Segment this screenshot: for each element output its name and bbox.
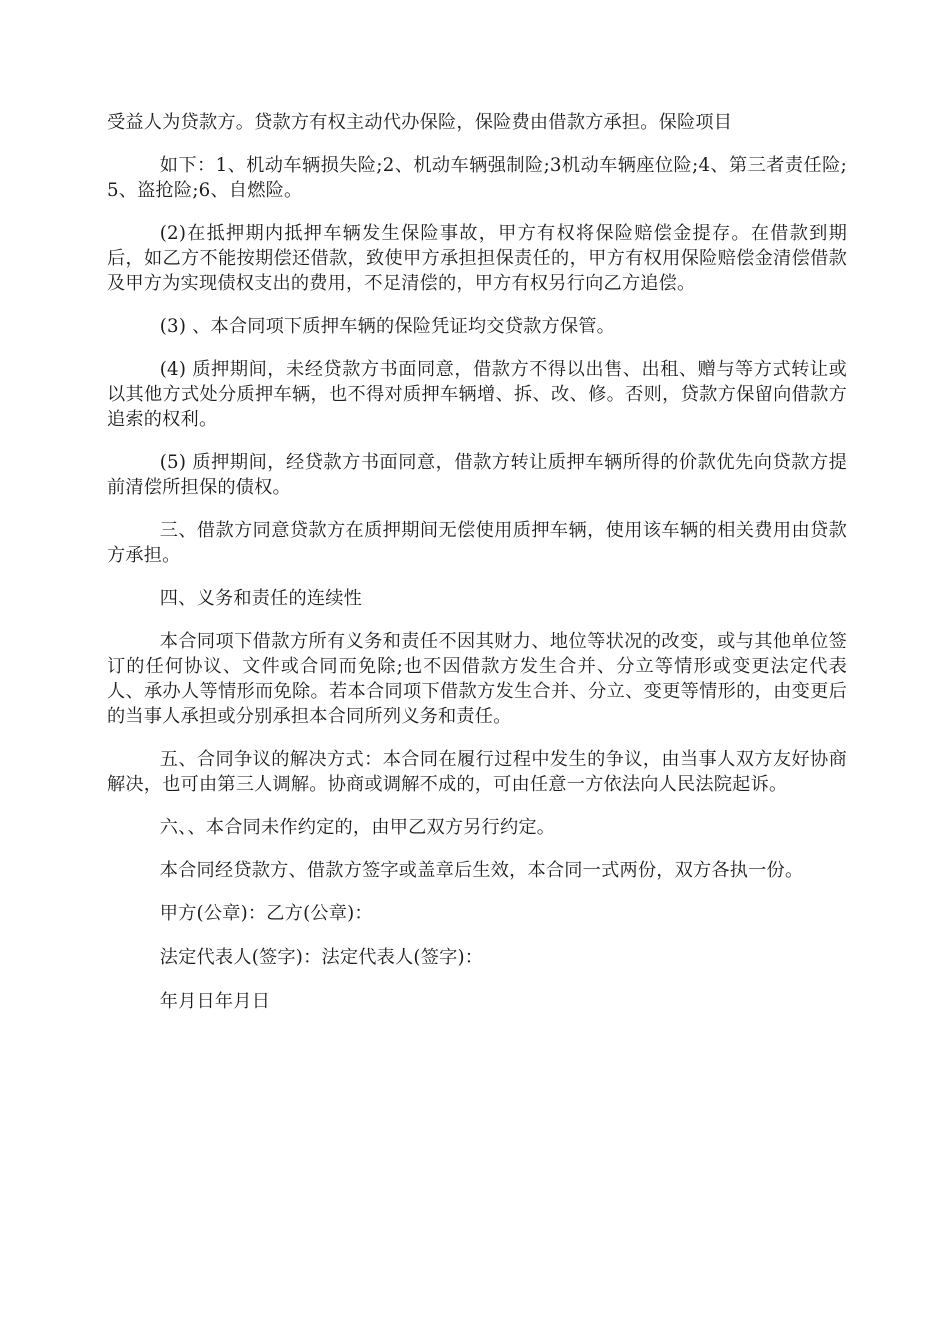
paragraph-effectiveness: 本合同经贷款方、借款方签字或盖章后生效，本合同一式两份，双方各执一份。 [159,860,804,881]
paragraph-insurance-beneficiary: 受益人为贷款方。贷款方有权主动代办保险，保险费由借款方承担。保险项目 [107,112,733,133]
paragraph-clause-3: (3) 、本合同项下质押车辆的保险凭证均交贷款方保管。 [159,316,616,337]
signature-seals: 甲方(公章)：乙方(公章)： [159,903,373,924]
document-body [107,110,847,1033]
paragraph-clause-2: (2)在抵押期内抵押车辆发生保险事故，甲方有权将保险赔偿金提存。在借款到期后，如乙方不能按期偿还借款，致使甲方承担担保责任的，甲方有权用保险赔偿金清偿借款及甲方为实现债权支出的费用，不足清偿的，甲方有权另行向乙方追偿。 [107,223,847,294]
paragraph-section-5: 五、合同争议的解决方式：本合同在履行过程中发生的争议，由当事人双方友好协商解决，也可由第三人调解。协商或调解不成的，可由任意一方依法向人民法院起诉。 [107,749,847,795]
paragraph-clause-5: (5) 质押期间，经贷款方书面同意，借款方转让质押车辆所得的价款优先向贷款方提前清偿所担保的债权。 [107,452,847,498]
paragraph-section-3: 三、借款方同意贷款方在质押期间无偿使用质押车辆，使用该车辆的相关费用由贷款方承担。 [107,520,847,566]
paragraph-continuity: 本合同项下借款方所有义务和责任不因其财力、地位等状况的改变，或与其他单位签订的任何协议、文件或合同而免除;也不因借款方发生合并、分立等情形或变更法定代表人、承办人等情形而免除。若本合同项下借款方发生合并、分立、变更等情形的，由变更后的当事人承担或分别承担本合同所列义务和责任。 [107,631,847,727]
heading-section-4: 四、义务和责任的连续性 [159,588,363,609]
signature-dates: 年月日年月日 [159,991,271,1012]
paragraph-insurance-items: 如下：1、机动车辆损失险;2、机动车辆强制险;3机动车辆座位险;4、第三者责任险;5、盗抢险;6、自燃险。 [107,155,847,201]
signature-representatives: 法定代表人(签字)：法定代表人(签字)： [159,947,484,968]
paragraph-clause-4: (4) 质押期间，未经贷款方书面同意，借款方不得以出售、出租、赠与等方式转让或以其他方式处分质押车辆，也不得对质押车辆增、拆、改、修。否则，贷款方保留向借款方追索的权利。 [107,359,847,430]
paragraph-section-6: 六、、本合同未作约定的，由甲乙双方另行约定。 [159,817,556,838]
